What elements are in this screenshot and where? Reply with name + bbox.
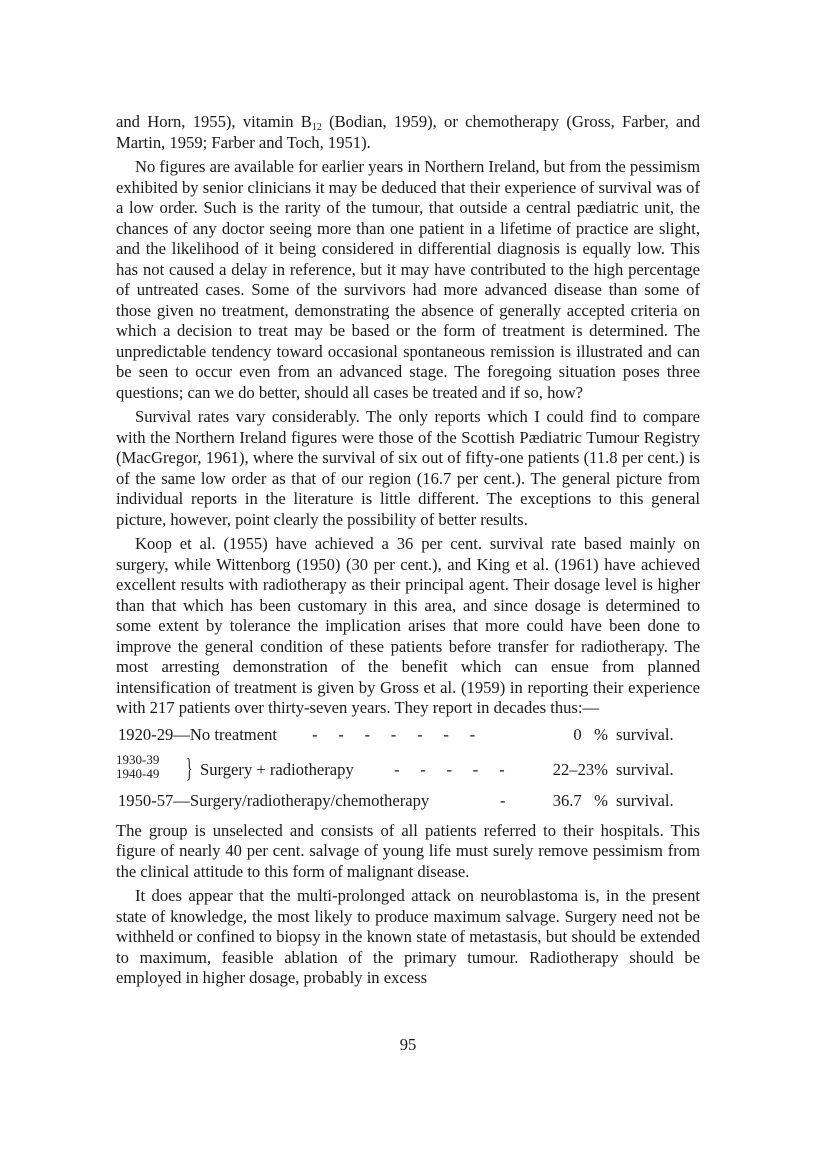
body-text — [116, 112, 700, 993]
paragraph-1-end: (Bodian, 1959), or chemotherapy (Gross, Farber, and Martin, 1959; Farber and Toch, 1951). — [116, 112, 701, 152]
row-3-percent: 36.7 % — [552, 790, 608, 810]
row-3-label: 1950-57—Surgery/radiotherapy/chemotherapy — [118, 790, 430, 810]
table-row — [116, 753, 700, 785]
row-2-dashes: - - - - - — [394, 759, 505, 779]
row-1-label: 1920-29—No treatment — [118, 724, 277, 744]
paragraph-5: The group is unselected and consists of all patients referred to their hospitals. This figure of nearly 40 per cent. salvage of young life must surely remove pessimism from the clinical attitude to this form of malignant disease. — [116, 820, 700, 881]
row-2-label: Surgery + radiotherapy — [200, 759, 354, 779]
row-2-result: survival. — [616, 759, 674, 779]
paragraph-6: It does appear that the multi-prolonged attack on neuroblastoma is, in the present state of knowledge, the most likely to produce maximum salvage. Surgery need not be withheld or confined to biopsy in the known state of metastasis, but should be extended to maximum, feasible ablation of the primary tumour. Radiotherapy should be employed in higher dosage, probably in excess — [116, 886, 700, 987]
table-row — [116, 791, 700, 813]
row-1-dashes: - - - - - - - — [312, 724, 476, 744]
paragraph-1-start: and Horn, 1955), vitamin B — [116, 112, 312, 131]
row-3-dashes: - — [500, 790, 506, 810]
row-1-result: survival. — [616, 724, 674, 744]
row-2-year-a: 1930-39 — [116, 751, 160, 767]
paragraph-4: Koop et al. (1955) have achieved a 36 per cent. survival rate based mainly on surgery, while Wittenborg (1950) (30 per cent.), and King et al. (1961) have achieved excellent results with radiotherapy as their principal agent. Their dosage level is higher than that which has been customary in this area, and since dosage is determined to some extent by tolerance the implication arises that more could have been done to improve the general condition of these patients before transfer for radiotherapy. The most arresting demonstration of the benefit which can ensue from planned intensification of treatment is given by Gross et al. (1959) in reporting their experience with 217 patients over thirty-seven years. They report in decades thus:— — [116, 534, 700, 717]
paragraph-2: No figures are available for earlier years in Northern Ireland, but from the pessimism exhibited by senior clinicians it may be deduced that their experience of survival was of a low order. Such is the rarity of the tumour, that outside a central pædiatric unit, the chances of any doctor seeing more than one patient in a lifetime of practice are slight, and the likelihood of it being considered in differential diagnosis is equally low. This has not caused a delay in reference, but it may have contributed to the high percentage of untreated cases. Some of the survivors had more advanced disease than some of those given no treatment, demonstrating the absence of generally accepted criteria on which a decision to treat may be based or the form of treatment is determined. The unpredictable tendency toward occasional spontaneous remission is illustrated and can be seen to occur even from an advanced stage. The foregoing situation poses three questions; can we do better, should all cases be treated and if so, how? — [116, 157, 700, 402]
paragraph-1 — [116, 112, 700, 153]
page-number: 95 — [399, 1035, 417, 1054]
table-row — [116, 725, 700, 747]
subscript-12: 12 — [311, 122, 322, 133]
survival-table — [116, 725, 700, 817]
paragraph-3: Survival rates vary considerably. The only reports which I could find to compare with the Northern Ireland figures were those of the Scottish Pædiatric Tumour Registry (MacGregor, 1961), where the survival of six out of fifty-one patients (11.8 per cent.) is of the same low order as that of our region (16.7 per cent.). The general picture from individual reports in the literature is little different. The exceptions to this general picture, however, point clearly the possibility of better results. — [116, 407, 700, 529]
brace-symbol: } — [186, 752, 193, 783]
row-2-year-b: 1940-49 — [116, 765, 160, 781]
row-2-years — [116, 753, 159, 781]
row-2-percent: 22–23% — [552, 759, 608, 779]
row-1-percent: 0 % — [573, 724, 608, 744]
row-3-result: survival. — [616, 790, 674, 810]
